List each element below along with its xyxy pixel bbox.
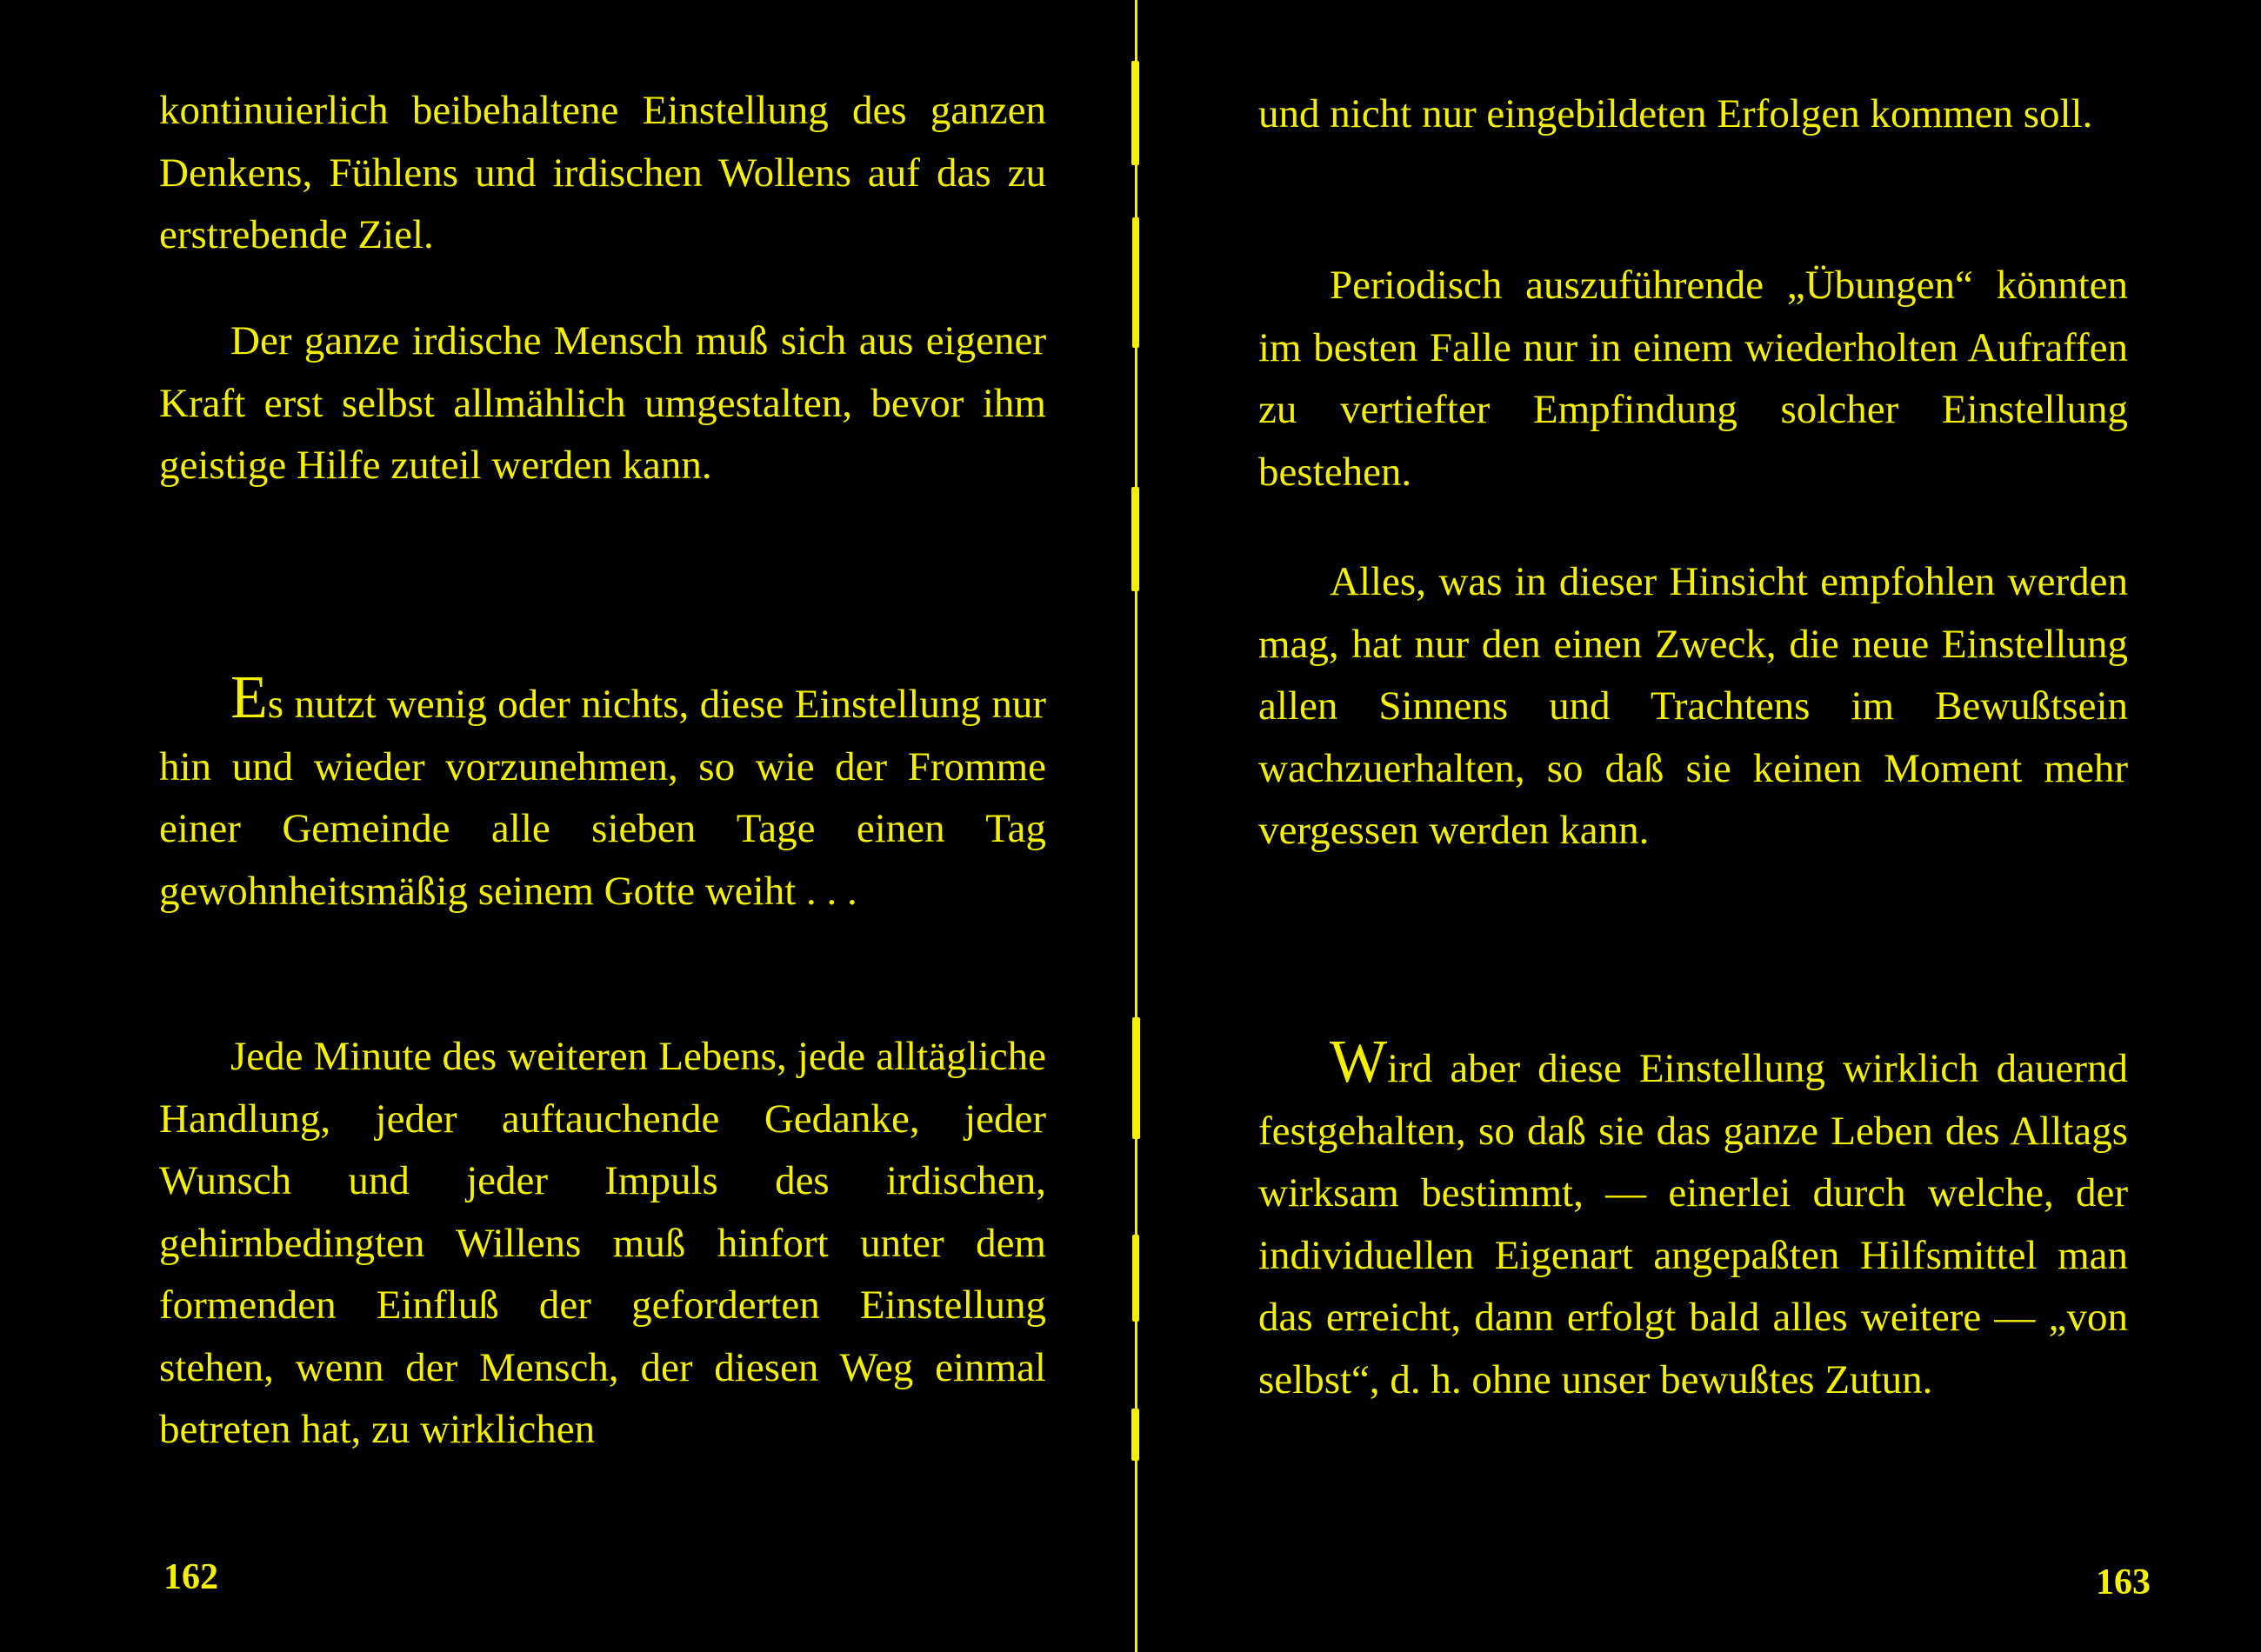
left-page xyxy=(0,0,1130,1652)
gutter-blot xyxy=(1131,1409,1139,1461)
left-page-number: 162 xyxy=(163,1557,218,1597)
book-gutter xyxy=(1130,0,1141,1652)
gutter-blot xyxy=(1132,1017,1140,1139)
left-paragraph-1: kontinuierlich beibehaltene Einstellung des ganzen Denkens, Fühlens und irdischen Wollens auf das zu erstrebende Ziel. xyxy=(159,88,1046,257)
left-paragraph-2: Der ganze irdische Mensch muß sich aus eigener Kraft erst selbst allmählich umgestalten, bevor ihm geistige Hilfe zuteil werden kann. xyxy=(159,318,1046,488)
gutter-blot xyxy=(1132,217,1139,348)
right-page-number: 163 xyxy=(2096,1562,2151,1602)
right-paragraph-3: Alles, was in dieser Hinsicht empfohlen werden mag, hat nur den einen Zweck, die neue Einstellung allen Sinnens und Trachtens im Bewußtsein wachzuerhalten, so daß sie keinen Moment mehr vergessen werden kann. xyxy=(1258,559,2128,853)
left-paragraph-3: Es nutzt wenig oder nichts, diese Einstellung nur hin und wieder vorzunehmen, so wie der Fromme einer Gemeinde alle sieben Tage einen Tag gewohnheitsmäßig seinem Gotte weiht . . . xyxy=(159,664,1046,914)
gutter-blot xyxy=(1132,1235,1139,1322)
right-paragraph-4: Wird aber diese Einstellung wirklich dauernd festgehalten, so daß sie das ganze Leben des Alltags wirksam bestimmt, — einerlei durch welche, der individuellen Eigenart angepaßten Hilfsmittel man das erreicht, dann erfolgt bald alles weitere — „von selbst“, d. h. ohne unser bewußtes Zutun. xyxy=(1258,1029,2128,1402)
gutter-blot xyxy=(1131,487,1139,591)
right-paragraph-1: und nicht nur eingebildeten Erfolgen kommen soll. xyxy=(1258,91,2093,137)
right-paragraph-2: Periodisch auszuführende „Übungen“ könnten im besten Falle nur in einem wiederholten Aufraffen zu vertiefter Empfindung solcher Einstellung bestehen. xyxy=(1258,263,2128,495)
right-page xyxy=(1148,0,2261,1652)
left-paragraph-4: Jede Minute des weiteren Lebens, jede alltägliche Handlung, jeder auftauchende Gedanke, jeder Wunsch und jeder Impuls des irdischen, gehirnbedingten Willens muß hinfort unter dem formenden Einfluß der geforderten Einstellung stehen, wenn der Mensch, der diesen Weg einmal betreten hat, zu wirklichen xyxy=(159,1034,1046,1452)
gutter-blot xyxy=(1131,61,1139,165)
